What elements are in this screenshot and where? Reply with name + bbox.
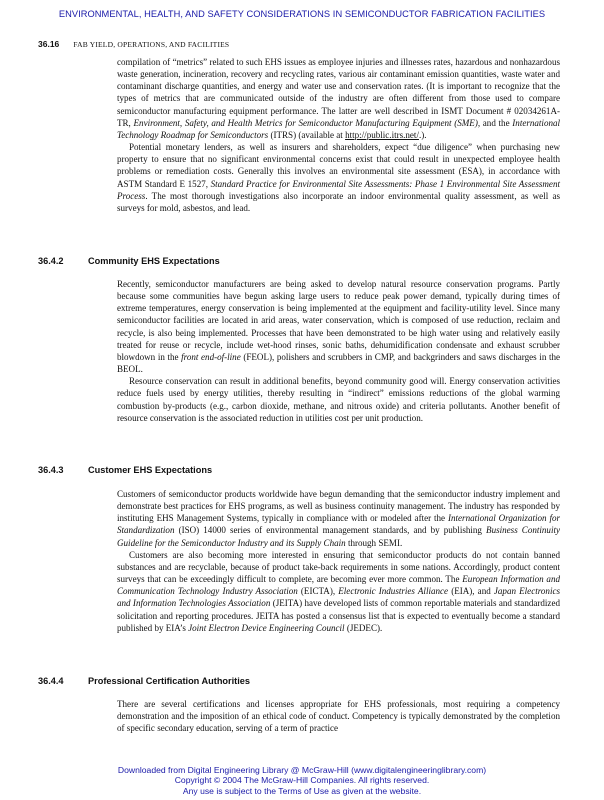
section-heading-customer <box>38 465 212 475</box>
intro-paragraph-1: compilation of “metrics” related to such EHS issues as employee injuries and illnesses rates, hazardous and nonhazardous waste generation, incineration, recovery and recycling rates, various air contaminant emission quantities, waste water and contaminant discharge quantities, and energy and water use and conservation rates. (It is important to recognize that the types of metrics that are communicated outside of the industry are often different from those used to compare semiconductor manufacturing equipment performance. The latter are well described in ISMT Document # 02034261A-TR, Environment, Safety, and Health Metrics for Semiconductor Manufacturing Equipment (SME), and the International Technology Roadmap for Semiconductors (ITRS) (available at http://public.itrs.net/.). <box>117 57 561 140</box>
section-heading-community <box>38 256 220 266</box>
section-number: 36.4.2 <box>38 256 64 266</box>
copyright-line: Copyright © 2004 The McGraw-Hill Companies. All rights reserved. <box>174 775 430 786</box>
customer-paragraph-2: Customers are also becoming more interested in ensuring that semiconductor products do not contain banned substances and are recyclable, because of product take-back requirements in some nations. Accordingly, product content surveys that can be exceedingly difficult to complete, are becoming ever more common. The European Information and Communication Technology Industry Association (EICTA), Electronic Industries Alliance (EIA), and Japan Electronics and Information Technologies Association (JEITA) have developed lists of common reportable materials and standardized solicitation and reporting procedures. JEITA has posted a consensus list that is expected to eventually become a standard published by EIA’s Joint Electron Device Engineering Council (JEDEC). <box>117 549 560 633</box>
community-paragraph-1: Recently, semiconductor manufacturers are being asked to develop natural resource conservation programs. Partly because some communities have begun asking large users to reduce peak power demand, typically during times of extreme temperatures, energy conservation is being implemented at the equipment and facility-utility level. Since many semiconductor facilities are located in arid areas, water conservation, which is composed of use reduction, reclaim and recycle, is also being implemented. Processes that have been demonstrated to be high water using and relatively easily treated for reuse or recycle, include wet-hood rinses, sonic baths, dehumidification condensate and exhaust scrubber blowdown in the front end-of-line (FEOL), polishers and scrubbers in CMP, and backgrinders and saws discharges in the BEOL. <box>117 279 561 375</box>
book-part-title: FAB YIELD, OPERATIONS, AND FACILITIES <box>73 40 230 49</box>
section-heading-certification <box>38 676 250 686</box>
intro-block <box>117 56 560 214</box>
certification-paragraph-1: There are several certifications and licenses appropriate for EHS professionals, most requiring a competency demonstration and the imposition of an ethical code of conduct. Competency is typically demonstrated by the completion of specific secondary education, serving of a term of practice <box>117 699 560 734</box>
running-head: ENVIRONMENTAL, HEALTH, AND SAFETY CONSIDERATIONS IN SEMICONDUCTOR FABRICATION FACILITIES <box>58 9 546 19</box>
customer-section-body <box>117 488 560 634</box>
intro-paragraph-2: Potential monetary lenders, as well as insurers and shareholders, expect “due diligence” when purchasing new property to ensure that no significant environmental concerns exist that could result in unexpected employee health problems or remediation costs. Generally this involves an environmental site assessment (ESA), in accordance with ASTM Standard E 1527, Standard Practice for Environmental Site Assessments: Phase 1 Environmental Site Assessment Process. The most thorough investigations also incorporate an indoor environmental quality assessment, as well as surveys for mold, asbestos, and lead. <box>117 142 560 213</box>
download-source-line[interactable]: Downloaded from Digital Engineering Library @ McGraw-Hill (www.digitalengineeringlibrary.com) <box>117 765 487 775</box>
section-title: Professional Certification Authorities <box>88 676 250 686</box>
section-title: Customer EHS Expectations <box>88 465 213 475</box>
certification-section-body <box>117 698 560 734</box>
section-number: 36.4.3 <box>38 465 64 475</box>
community-section-body <box>117 278 560 424</box>
itrs-link[interactable]: http://public.itrs.net/ <box>345 129 419 140</box>
customer-paragraph-1: Customers of semiconductor products worldwide have begun demanding that the semiconductor industry implement and demonstrate best practices for EHS programs, as well as business continuity management. The industry has responded by instituting EHS Management Systems, typically in compliance with or modeled after the International Organization for Standardization (ISO) 14000 series of environmental management standards, and by publishing Business Continuity Guideline for the Semiconductor Industry and its Supply Chain through SEMI. <box>117 489 560 548</box>
section-number: 36.4.4 <box>38 676 64 686</box>
folio <box>38 39 229 49</box>
community-paragraph-2: Resource conservation can result in additional benefits, beyond community good will. Energy conservation activities reduce fuels used by energy utilities, thereby resulting in “indirect” emissions reductions of the global warming combustion by-products (e.g., carbon dioxide, methane, and nitrous oxide) and criteria pollutants. Another benefit of resource conservation is the associated reduction in utilities cost per unit production. <box>117 376 560 423</box>
page-number: 36.16 <box>38 39 60 49</box>
section-title: Community EHS Expectations <box>88 256 220 266</box>
download-notice <box>0 765 604 796</box>
terms-of-use-line[interactable]: Any use is subject to the Terms of Use as given at the website. <box>182 785 422 796</box>
